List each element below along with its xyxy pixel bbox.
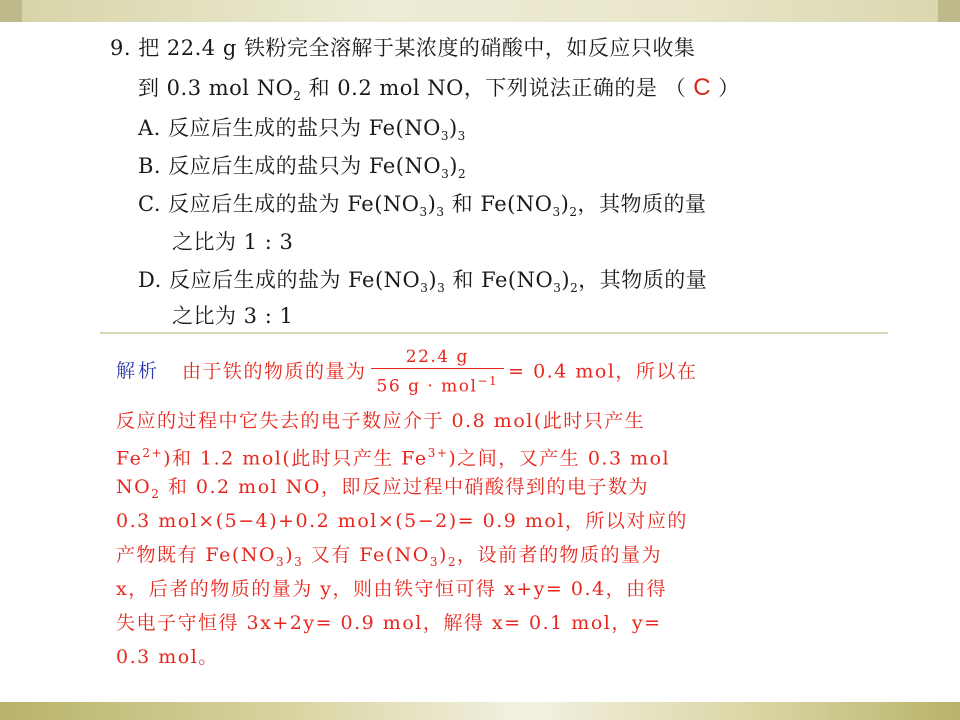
explanation-line1: 解析 由于铁的物质的量为 $\frac{22.4 g}{56 g \cdot mol^{-1}}$ = 0.4 mol，所以在: [116, 347, 698, 397]
option-c-line1: C. 反应后生成的盐为 $Fe(NO_3)_3$ 和 $Fe(NO_3)_2$，其物质的量: [138, 192, 707, 220]
molar-fraction: $\frac{22.4 g}{56 g \cdot mol^{-1}}$: [371, 346, 505, 399]
explanation-line2: 反应的过程中它失去的电子数应介于 0.8 mol(此时只产生: [116, 410, 646, 432]
option-a: A. 反应后生成的盐只为 $Fe(NO_3)_3$: [138, 116, 466, 144]
explanation-line6: 产物既有 $Fe(NO_3)_3$ 又有 $Fe(NO_3)_2$，设前者的物质的量为: [116, 544, 663, 569]
section-divider: [100, 332, 888, 334]
option-b: B. 反应后生成的盐只为 $Fe(NO_3)_2$: [138, 154, 467, 182]
option-c-line2: 之比为 1 : 3: [172, 230, 294, 254]
explanation-line3: $Fe^{2+}$)和 1.2 mol(此时只产生 $Fe^{3+}$)之间，又产生 0.3 mol: [116, 446, 671, 470]
explanation-line4: $NO_2$ 和 0.2 mol NO，即反应过程中硝酸得到的电子数为: [116, 476, 649, 501]
explanation-label: 解析: [116, 360, 161, 383]
explanation-line9: 0.3 mol。: [116, 646, 219, 668]
top-left-accent-block: [0, 0, 22, 22]
explanation-line8: 失电子守恒得 3x+2y= 0.9 mol，解得 x= 0.1 mol，y=: [116, 612, 662, 634]
explanation-line5: 0.3 mol×(5−4)+0.2 mol×(5−2)= 0.9 mol，所以对应的: [116, 510, 688, 532]
explanation-line7: x，后者的物质的量为 y，则由铁守恒可得 x+y= 0.4，由得: [116, 578, 668, 600]
question-stem-line1: 9. 把 22.4 g 铁粉完全溶解于某浓度的硝酸中，如反应只收集: [110, 36, 696, 60]
option-d-line1: D. 反应后生成的盐为 $Fe(NO_3)_3$ 和 $Fe(NO_3)_2$，其物质的量: [138, 268, 708, 296]
top-right-accent-block: [938, 0, 960, 22]
question-stem-line2: 到 0.3 mol $NO_2$ 和 0.2 mol NO，下列说法正确的是 （ C ）: [138, 74, 740, 104]
bottom-decorative-bar: [0, 702, 960, 720]
top-decorative-bar: [0, 0, 960, 22]
option-d-line2: 之比为 3 : 1: [172, 304, 294, 328]
answer-letter: C: [693, 74, 712, 101]
